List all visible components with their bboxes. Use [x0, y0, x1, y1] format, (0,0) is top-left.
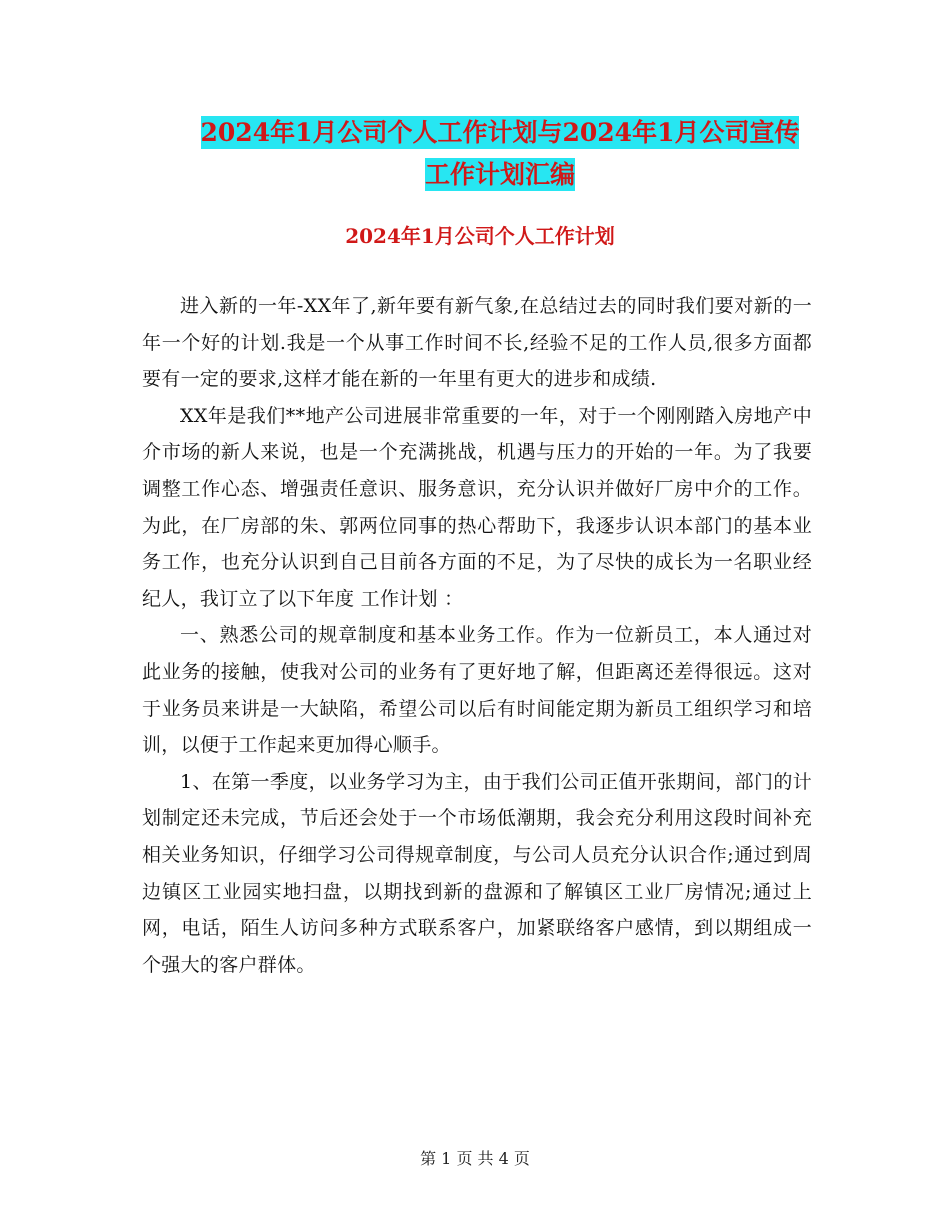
document-title-line2: 工作计划汇编: [424, 160, 575, 189]
section-title: 2024年1月公司个人工作计划: [345, 224, 615, 248]
paragraph-2: XX年是我们**地产公司进展非常重要的一年，对于一个刚刚踏入房地产中介市场的新人来说，也是一个充满挑战，机遇与压力的开始的一年。为了我要调整工作心态、增强责任意识、服务意识，充分认识并做好厂房中介的工作。为此，在厂房部的朱、郭两位同事的热心帮助下，我逐步认识本部门的基本业务工作，也充分认识到自己目前各方面的不足，为了尽快的成长为一名职业经纪人，我订立了以下年度 工作计划 ：: [142, 404, 812, 610]
paragraph-3: 一、熟悉公司的规章制度和基本业务工作。作为一位新员工，本人通过对此业务的接触，使我对公司的业务有了更好地了解，但距离还差得很远。这对于业务员来讲是一大缺陷，希望公司以后有时间能定期为新员工组织学习和培训，以便于工作起来更加得心顺手。: [142, 624, 812, 757]
document-title: [140, 112, 860, 196]
paragraph-1: 进入新的一年-XX年了,新年要有新气象,在总结过去的同时我们要对新的一年一个好的计划.我是一个从事工作时间不长,经验不足的工作人员,很多方面都要有一定的要求,这样才能在新的一年里有更大的进步和成绩.: [142, 295, 812, 391]
document-body: [142, 288, 812, 983]
document-title-line1: 2024年1月公司个人工作计划与2024年1月公司宣传: [200, 118, 800, 147]
page-number-label: 第 1 页 共 4 页: [420, 1149, 530, 1168]
page-footer: [0, 1146, 950, 1169]
paragraph-4: 1、在第一季度，以业务学习为主，由于我们公司正值开张期间，部门的计划制定还未完成，节后还会处于一个市场低潮期，我会充分利用这段时间补充相关业务知识，仔细学习公司得规章制度，与公司人员充分认识合作;通过到周边镇区工业园实地扫盘，以期找到新的盘源和了解镇区工业厂房情况;通过上网，电话，陌生人访问多种方式联系客户，加紧联络客户感情，到以期组成一个强大的客户群体。: [142, 770, 812, 976]
